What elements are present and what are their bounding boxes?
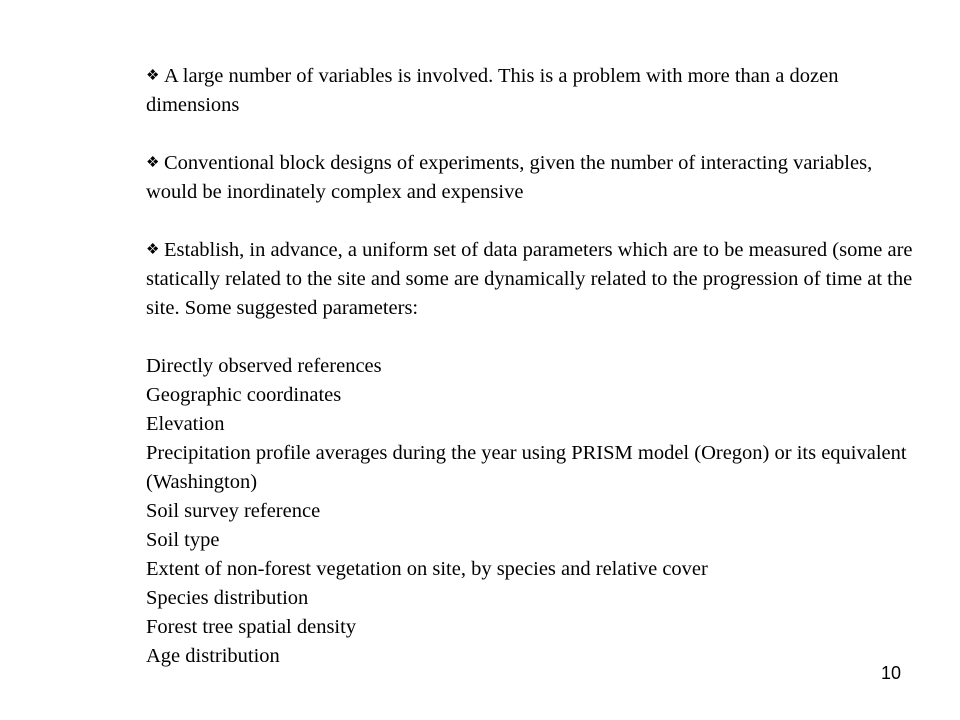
parameter-item: Species distribution (146, 587, 309, 609)
parameter-item: Directly observed references (146, 355, 382, 377)
parameter-item: Age distribution (146, 645, 280, 667)
parameter-item: Geographic coordinates (146, 384, 342, 406)
parameter-item: Extent of non-forest vegetation on site, by species and relative cover (146, 558, 708, 580)
bullet-text: Conventional block designs of experiments, given the number of interacting variables, would be inordinately complex and expensive (146, 152, 873, 203)
diamond-bullet-icon: ❖ (146, 242, 160, 258)
bullet-text: A large number of variables is involved. This is a problem with more than a dozen dimensions (146, 65, 839, 116)
bullet-item (146, 149, 916, 207)
diamond-bullet-icon: ❖ (146, 68, 160, 84)
parameter-list (146, 352, 916, 671)
parameter-item: Precipitation profile averages during the year using PRISM model (Oregon) or its equivalent (Washington) (146, 442, 907, 493)
bullet-text: Establish, in advance, a uniform set of data parameters which are to be measured (some are statically related to the site and some are dynamically related to the progression of time at the site. Some suggested parameters: (146, 239, 913, 319)
bullet-item (146, 62, 916, 120)
diamond-bullet-icon: ❖ (146, 155, 160, 171)
page-number: 10 (880, 663, 901, 683)
bullet-item (146, 236, 916, 323)
parameter-item: Forest tree spatial density (146, 616, 357, 638)
slide-content (146, 62, 916, 671)
parameter-item: Soil survey reference (146, 500, 321, 522)
parameter-item: Soil type (146, 529, 220, 551)
parameter-item: Elevation (146, 413, 225, 435)
